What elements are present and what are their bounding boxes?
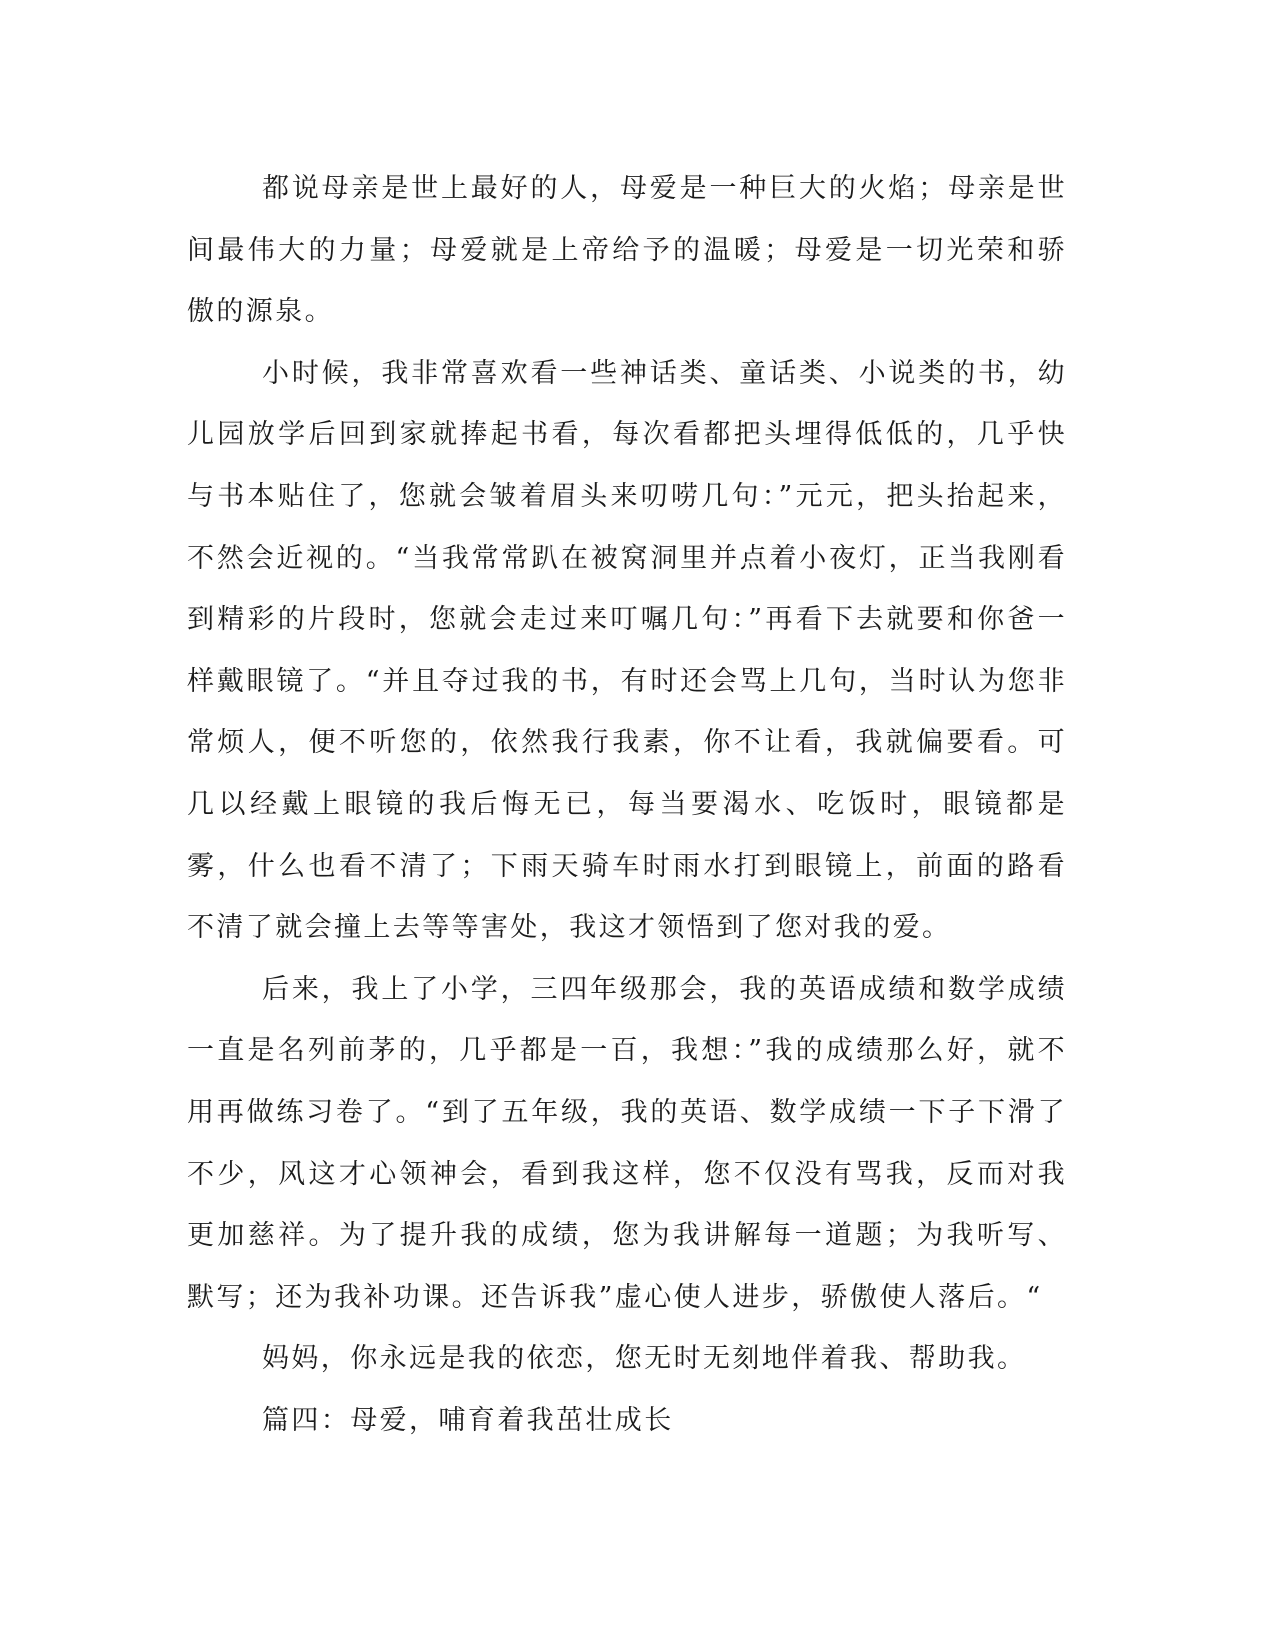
document-body [187,158,1067,1451]
paragraph-school-grades: 后来，我上了小学，三四年级那会，我的英语成绩和数学成绩一直是名列前茅的，几乎都是一百，我想：”我的成绩那么好，就不用再做练习卷了。“到了五年级，我的英语、数学成绩一下子下滑了不少，风这才心领神会，看到我这样，您不仅没有骂我，反而对我更加慈祥。为了提升我的成绩，您为我讲解每一道题；为我听写、默写；还为我补功课。还告诉我”虚心使人进步，骄傲使人落后。“ [187,973,1067,1313]
section-heading: 篇四：母爱，哺育着我茁壮成长 [262,1404,674,1436]
paragraph-intro: 都说母亲是世上最好的人，母爱是一种巨大的火焰；母亲是世间最伟大的力量；母爱就是上帝给予的温暖；母爱是一切光荣和骄傲的源泉。 [187,173,1067,328]
paragraph-closing: 妈妈，你永远是我的依恋，您无时无刻地伴着我、帮助我。 [262,1343,1027,1375]
paragraph-childhood-reading: 小时候，我非常喜欢看一些神话类、童话类、小说类的书，幼儿园放学后回到家就捧起书看，每次看都把头埋得低低的，几乎快与书本贴住了，您就会皱着眉头来叨唠几句：”元元，把头抬起来，不然会近视的。“当我常常趴在被窝洞里并点着小夜灯，正当我刚看到精彩的片段时，您就会走过来叮嘱几句：”再看下去就要和你爸一样戴眼镜了。“并且夺过我的书，有时还会骂上几句，当时认为您非常烦人，便不听您的，依然我行我素，你不让看，我就偏要看。可几以经戴上眼镜的我后悔无已，每当要渴水、吃饭时，眼镜都是雾，什么也看不清了；下雨天骑车时雨水打到眼镜上，前面的路看不清了就会撞上去等等害处，我这才领悟到了您对我的爱。 [187,357,1067,944]
